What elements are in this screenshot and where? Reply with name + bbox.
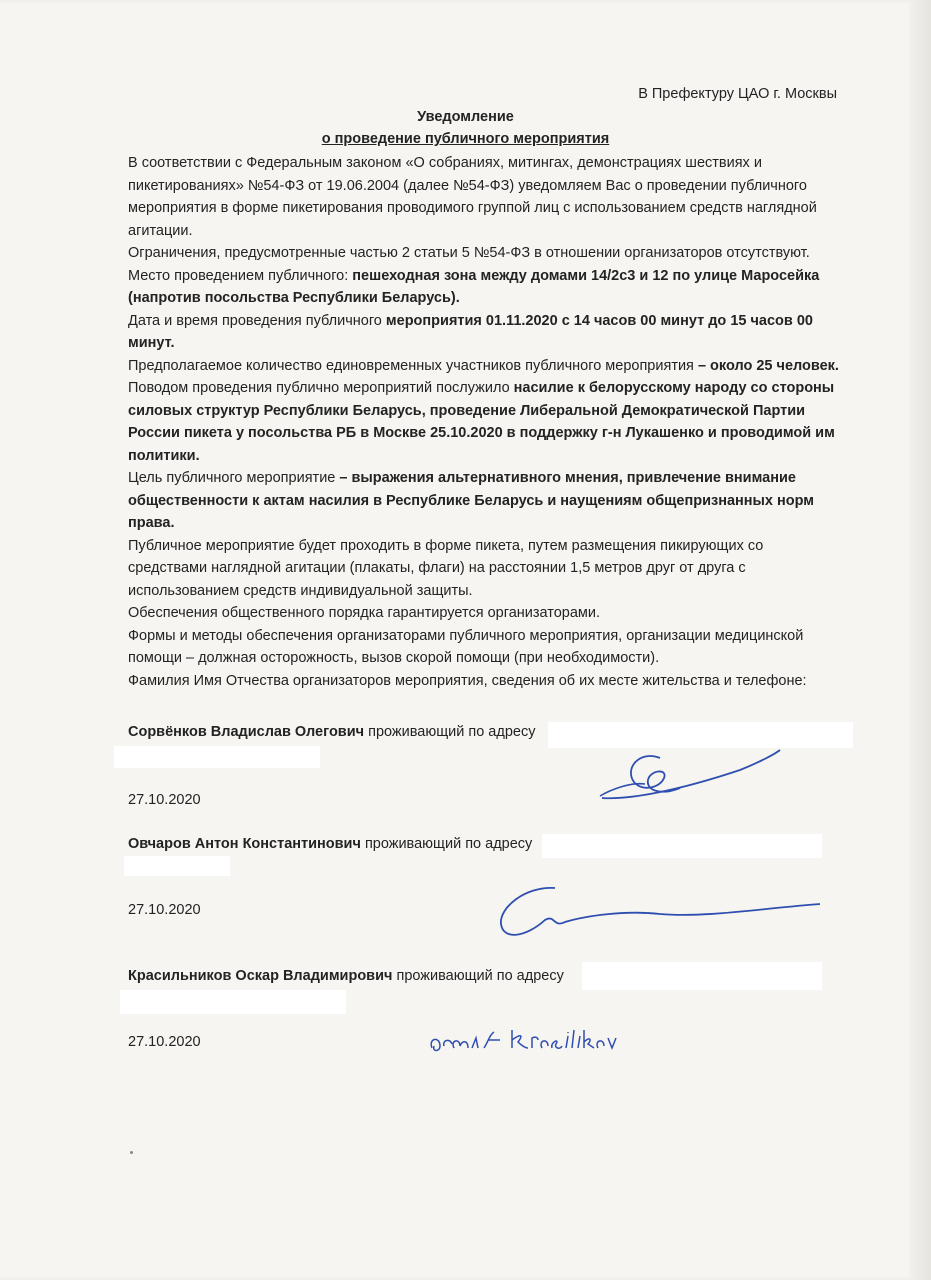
organizer-line: Красильников Оскар Владимирович проживающий по адресу [128,968,564,984]
redacted-address [120,990,346,1014]
datetime-value: мероприятия 01.11.2020 с 14 часов 00 минут до 15 часов 00 минут. [128,312,813,351]
paragraph-restrictions: Ограничения, предусмотренные частью 2 статьи 5 №54-ФЗ в отношении организаторов отсутствуют. [128,245,810,261]
redacted-address [114,746,320,768]
signature-date: 27.10.2020 [128,902,201,918]
paragraph-datetime: Дата и время проведения публичного мероприятия 01.11.2020 с 14 часов 00 минут до 15 часов 00 минут. [128,312,813,351]
signature-date: 27.10.2020 [128,792,201,808]
paragraph-goal: Цель публичного мероприятие – выражения альтернативного мнения, привлечение внимание общественности к актам насилия в Республике Беларусь и наущениям общепризнанных норм права. [128,470,815,531]
document-title: Уведомление [417,109,514,125]
redacted-address [124,856,230,876]
page-edge-shadow [909,0,931,1280]
signature-date: 27.10.2020 [128,1034,201,1050]
paragraph-medical: Формы и методы обеспечения организаторами публичного мероприятия, организации медицинской помощи – должная осторожность, вызов скорой помощи (при необходимости). [128,627,804,666]
paragraph-format: Публичное мероприятие будет проходить в форме пикета, путем размещения пикирующих со средствами наглядной агитации (плакаты, флаги) на расстоянии 1,5 метров друг от друга с использованием средств индивидуальной защиты. [128,537,764,599]
paragraph-location: Место проведением публичного: пешеходная зона между домами 14/2с3 и 12 по улице Маросейка (напротив посольства Республики Беларусь). [128,267,820,306]
redacted-address [582,962,822,990]
paragraph-reason: Поводом проведения публично мероприятий послужило насилие к белорусскому народу со стороны силовых структур Республики Беларусь, проведение Либеральной Демократической Партии России пикета у посольства РБ в Москве 25.10.2020 в поддержку г-н Лукашенко и проводимой им политики. [128,380,835,464]
document-body [128,152,840,692]
goal-value: – выражения альтернативного мнения, привлечение внимание общественности к актам насилия в Республике Беларусь и наущениям общепризнанных норм права. [128,470,815,531]
participants-value: – около 25 человек. [697,357,839,374]
paper-speck [130,1151,133,1154]
organizer-line: Овчаров Антон Константинович проживающий по адресу [128,836,533,852]
paragraph-order: Обеспечения общественного порядка гарантируется организаторами. [128,605,601,621]
organizer-line: Сорвёнков Владислав Олегович проживающий по адресу [128,724,536,740]
signature-icon [485,880,825,950]
signature-icon [590,740,790,810]
signature-icon [428,1020,618,1060]
paragraph-law-reference: В соответствии с Федеральным законом «О собраниях, митингах, демонстрациях шествиях и пикетированиях» №54-ФЗ от 19.06.2004 (далее №54-ФЗ) уведомляем Вас о проведении публичного мероприятия в форме пикетирования проводимого группой лиц с использованием средств наглядной агитации. [128,155,817,239]
addressee: В Префектуру ЦАО г. Москвы [638,86,837,102]
paragraph-participants: Предполагаемое количество единовременных участников публичного мероприятия – около 25 человек. [128,357,839,374]
location-value: пешеходная зона между домами 14/2с3 и 12 по улице Маросейка (напротив посольства Республики Беларусь). [128,267,820,306]
redacted-address [542,834,822,858]
organizer-name: Овчаров Антон Константинович [128,836,361,852]
organizer-name: Красильников Оскар Владимирович [128,968,393,984]
paragraph-organizers-intro: Фамилия Имя Отчества организаторов мероприятия, сведения об их месте жительства и телефоне: [128,672,807,689]
document-subtitle: о проведение публичного мероприятия [321,131,610,147]
reason-value: насилие к белорусскому народу со стороны силовых структур Республики Беларусь, проведение Либеральной Демократической Партии России пикета у посольства РБ в Москве 25.10.2020 в поддержку г-н Лукашенко и проводимой им политики. [128,380,835,464]
organizer-name: Сорвёнков Владислав Олегович [128,724,365,740]
